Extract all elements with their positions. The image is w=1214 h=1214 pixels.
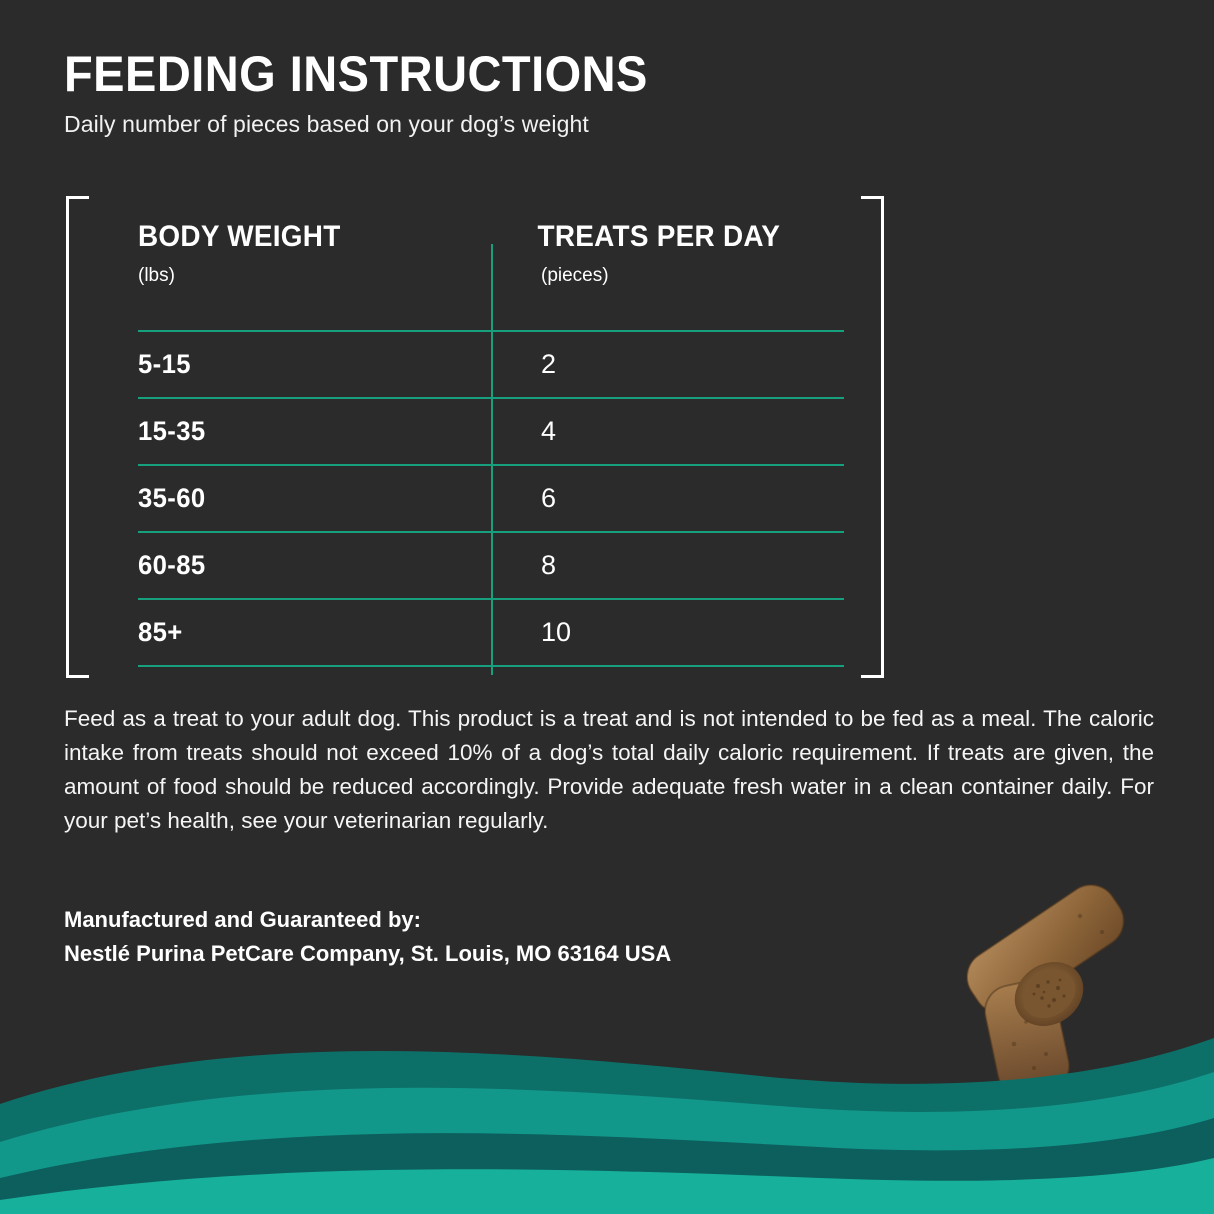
column-header-unit: (pieces) [541, 265, 609, 286]
column-header-unit: (lbs) [138, 265, 175, 286]
column-header-body-weight [138, 220, 491, 330]
table-body [138, 330, 844, 667]
feeding-description: Feed as a treat to your adult dog. This product is a treat and is not intended to be fed as a meal. The caloric intake from treats should not exceed 10% of a dog’s total daily caloric requirement. If treats are given, the amount of food should be reduced accordingly. Provide adequate fresh water in a clean container daily. For your pet’s health, see your veterinarian regularly. [64, 706, 1154, 833]
manufacturer-address: Nestlé Purina PetCare Company, St. Louis, MO 63164 USA [64, 941, 672, 966]
manufacturer-block [64, 903, 964, 971]
cell-treats-per-day: 2 [541, 349, 557, 379]
manufacturer-label: Manufactured and Guaranteed by: [64, 907, 421, 932]
cell-body-weight: 85+ [138, 617, 183, 647]
cell-body-weight: 15-35 [138, 416, 206, 446]
feeding-table-block [66, 196, 884, 672]
feeding-table [138, 220, 844, 667]
cell-treats-per-day: 8 [541, 550, 557, 580]
cell-treats-per-day: 6 [541, 483, 557, 513]
column-header-label: BODY WEIGHT [138, 220, 341, 253]
cell-body-weight: 60-85 [138, 550, 206, 580]
dog-treat-image [930, 872, 1180, 1102]
column-header-treats-per-day [491, 220, 844, 330]
bracket-right-decoration [861, 196, 884, 678]
column-header-label: TREATS PER DAY [537, 220, 781, 253]
page-subtitle: Daily number of pieces based on your dog’s weight [64, 110, 589, 137]
bracket-left-decoration [66, 196, 89, 678]
column-divider [491, 244, 493, 675]
cell-treats-per-day: 10 [541, 617, 572, 647]
cell-treats-per-day: 4 [541, 416, 557, 446]
cell-body-weight: 35-60 [138, 483, 206, 513]
page-title: FEEDING INSTRUCTIONS [64, 46, 648, 102]
cell-body-weight: 5-15 [138, 349, 191, 379]
header [64, 48, 1154, 138]
